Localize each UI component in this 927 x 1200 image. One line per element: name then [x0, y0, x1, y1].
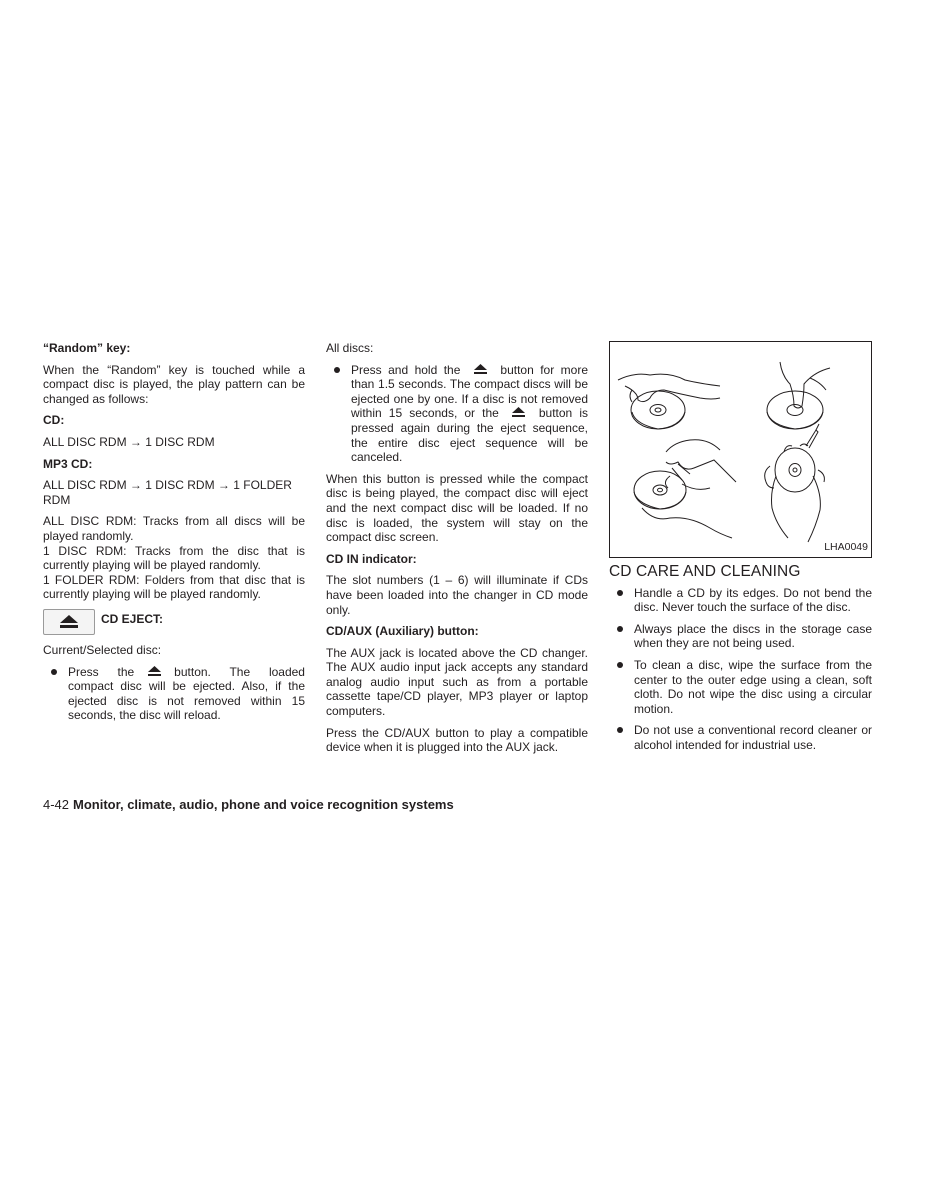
- bullet-press-eject: Press the button. The loaded compact disc will be ejected. Also, if the ejected disc is not removed within 15 seconds, the disc will reload.: [43, 665, 305, 723]
- cd-eject-heading: CD EJECT:: [101, 611, 164, 626]
- care-bullet-4: Do not use a conventional record cleaner or alcohol intended for industrial use.: [609, 723, 872, 752]
- eject-icon: [499, 406, 539, 421]
- bullet-dot-icon: [334, 367, 340, 373]
- desc-all-disc-rdm: ALL DISC RDM: Tracks from all discs will be played randomly.: [43, 514, 305, 543]
- button-pressed-para: When this button is pressed while the compact disc is being played, the compact disc will eject and the next compact disc will be loaded. If no disc is loaded, the system will stay on the compact disc screen.: [326, 471, 588, 545]
- aux-para-2: Press the CD/AUX button to play a compatible device when it is plugged into the AUX jack.: [326, 725, 588, 755]
- bullet-dot-icon: [51, 669, 57, 675]
- cd-care-section-title: CD CARE AND CLEANING: [609, 563, 801, 580]
- all-discs-label: All discs:: [326, 341, 374, 355]
- random-key-intro: When the “Random” key is touched while a compact disc is played, the play pattern can be changed as follows:: [43, 362, 305, 406]
- column-middle: [326, 341, 588, 762]
- cd-in-para: The slot numbers (1 – 6) will illuminate if CDs have been loaded into the changer in CD mode only.: [326, 573, 588, 617]
- care-bullet-2: Always place the discs in the storage case when they are not being used.: [609, 622, 872, 651]
- desc-1-disc-rdm: 1 DISC RDM: Tracks from the disc that is currently playing will be played randomly.: [43, 543, 305, 573]
- bullet-press-hold-eject: Press and hold the button for more than 1.5 seconds. The compact discs will be ejected one by one. If a disc is not removed within 15 seconds, or the button is pressed again during the eject sequence, the entire disc eject sequence will be canceled.: [326, 363, 588, 465]
- column-left: [43, 341, 305, 730]
- column-right: [609, 341, 872, 760]
- cd-eject-heading-row: [43, 609, 305, 635]
- figure-code: LHA0049: [824, 541, 868, 554]
- page-footer: [43, 798, 454, 813]
- cd-heading: CD:: [43, 413, 65, 428]
- bullet-dot-icon: [617, 662, 623, 668]
- cd-handling-illustration: [609, 341, 872, 558]
- bullet-dot-icon: [617, 727, 623, 733]
- care-bullet-1: Handle a CD by its edges. Do not bend the disc. Never touch the surface of the disc.: [609, 586, 872, 615]
- eject-icon: [460, 363, 500, 378]
- chapter-title: Monitor, climate, audio, phone and voice recognition systems: [73, 797, 454, 812]
- bullet-dot-icon: [617, 626, 623, 632]
- aux-para-1: The AUX jack is located above the CD changer. The AUX audio input jack accepts any standard analog audio input such as from a portable cassette tape/CD player, MP3 player or laptop computers.: [326, 645, 588, 719]
- bullet-dot-icon: [617, 590, 623, 596]
- page-number: 4-42: [43, 797, 70, 812]
- care-bullet-3: To clean a disc, wipe the surface from the center to the outer edge using a clean, soft cloth. Do not wipe the disc using a circular motion.: [609, 658, 872, 716]
- cd-pattern: ALL DISC RDM → 1 DISC RDM: [43, 434, 215, 449]
- random-key-heading: “Random” key:: [43, 341, 131, 355]
- current-disc-label: Current/Selected disc:: [43, 642, 162, 657]
- aux-heading: CD/AUX (Auxiliary) button:: [326, 624, 479, 639]
- cd-in-heading: CD IN indicator:: [326, 551, 417, 566]
- eject-icon: [134, 665, 174, 680]
- eject-button-icon: [43, 609, 95, 635]
- mp3-cd-heading: MP3 CD:: [43, 456, 93, 471]
- desc-1-folder-rdm: 1 FOLDER RDM: Folders from that disc that is currently playing will be played randomly.: [43, 572, 305, 602]
- mp3-pattern: ALL DISC RDM → 1 DISC RDM → 1 FOLDER RDM: [43, 478, 292, 507]
